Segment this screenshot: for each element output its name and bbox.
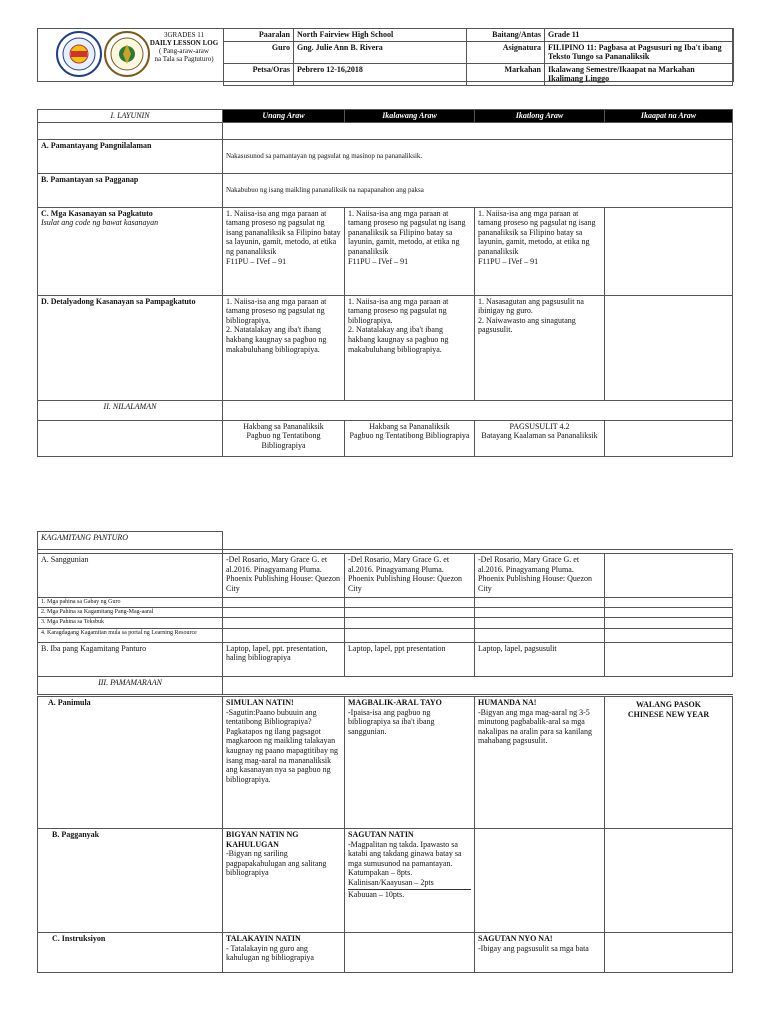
day-cell: 1. Naiisa-isa ang mga paraan at tamang proseso ng pagsulat ng isang pananaliksik sa Filipino batay sa layunin, gamit, metodo, at etika ng pananaliksik F11PU – IVef – 91 [345,207,475,295]
day-header: Ikaapat na Araw [605,110,733,123]
pamamaraan-title-row [38,676,733,694]
sub-item-label: 2. Mga Pahina sa Kagamitang Pang-Mag-aaral [38,608,223,618]
day-header-row [38,110,733,123]
kasanayan-row [38,207,733,295]
sub-item-row [38,618,733,628]
row-label: A. Pamantayang Pangnilalaman [38,139,223,173]
header-value: Grade 11 [545,29,733,42]
spacer-row [38,122,733,139]
activity-head: MAGBALIK-ARAL TAYO [348,698,442,707]
sub-item-row [38,608,733,618]
sub-item-row [38,628,733,642]
sub-item-row [38,598,733,608]
detalyadong-kasanayan-row [38,295,733,400]
kasanayan-sublabel: Isulat ang code ng bawat kasanayan [41,218,159,228]
activity-cell [605,933,733,973]
activity-body: -Ibigay ang pagsusulit sa mga bata [478,943,589,953]
nilalaman-cell [605,420,733,456]
activity-body: -Ipaisa-isa ang pagbuo ng bibliograpiya sa iba't ibang sanggunian. [348,707,435,736]
day-cell: Laptop, lapel, ppt. presentation, haling bibliograpiya [223,642,345,676]
day-cell: 1. Naiisa-isa ang mga paraan at tamang proseso ng pagsulat ng isang pananaliksik sa Filipino batay sa layunin, gamit, metodo, at etika ng pananaliksik F11PU – IVef – 91 [223,207,345,295]
dll-caption [146,31,222,63]
sub-item-label: 1. Mga pahina sa Gabay ng Guro [38,598,223,608]
activity-cell [223,933,345,973]
section-title-pamamaraan: III. PAMAMARAAN [38,676,223,694]
day-cell: -Del Rosario, Mary Grace G. et al.2016. Pinagyamang Pluma. Phoenix Publishing House: Quezon City [475,554,605,598]
day-cell: 1. Nasasagutan ang pagsusulit na ibinigay ng guro. 2. Naiwawasto ang sinagutang pagsusulit. [475,295,605,400]
header-value: Pebrero 12-16,2018 [294,63,467,85]
activity-body: -Bigyan ang mga mag-aaral ng 3-5 minutong pagbabalik-aral sa mga nakalipas na aralin para sa kanilang mahabang pagsusulit. [478,707,592,746]
day-cell: Laptop, lapel, pagsusulit [475,642,605,676]
header-row [224,41,733,63]
activity-cell [475,933,605,973]
activity-cell [223,697,345,829]
caption-line1: 3GRADES 11 [164,31,204,39]
header-label: Paaralan [224,29,294,42]
header-label: Asignatura [467,41,545,63]
kagamitan-title-row [38,532,733,550]
nilalaman-cell: Hakbang sa Pananaliksik Pagbuo ng Tentatibong Bibliograpiya [223,420,345,456]
row-text: Nakasusunod sa pamantayan ng pagsulat ng masinop na pananaliksik. [223,139,733,173]
activity-body: -Magpalitan ng takda. Ipawasto sa katabi ang takdang ginawa batay sa mga sumusunod na pamantayan. Katumpakan – 8pts. Kalinisan/Kaayusan – 2pts [348,840,471,890]
activity-cell [223,829,345,933]
nilalaman-row [38,420,733,456]
activity-head: SAGUTAN NATIN [348,830,414,839]
header-row [224,29,733,42]
activity-head: SIMULAN NATIN! [226,698,294,707]
activity-cell [345,697,475,829]
row-label: D. Detalyadong Kasanayan sa Pampagkatuto [38,295,223,400]
day-cell: 1. Naiisa-isa ang mga paraan at tamang proseso ng pagsulat ng bibliograpiya. 2. Natatalakay ang iba't ibang hakbang kaugnay sa pagbuo ng makabuluhang bibliograpiya. [345,295,475,400]
row-label: C. Instruksiyon [38,933,223,973]
kagamitan-table [37,531,733,695]
header-value: Gng. Julie Ann B. Rivera [294,41,467,63]
day-cell [605,295,733,400]
header-label: Baitang/Antas [467,29,545,42]
sub-item-label: 4. Karagdagang Kagamitan mula sa portal ng Learning Resource [38,628,223,642]
day-cell [605,554,733,598]
caption-line3: ( Pang-araw-araw [159,47,209,56]
row-text: Nakabubuo ng isang maikling pananaliksik na napapanahon ang paksa [223,173,733,207]
activity-cell [345,933,475,973]
day-header: Unang Araw [223,110,345,123]
header-label: Markahan [467,63,545,85]
day-cell: -Del Rosario, Mary Grace G. et al.2016. Pinagyamang Pluma. Phoenix Publishing House: Quezon City [345,554,475,598]
activity-head: HUMANDA NA! [478,698,537,707]
row-label: A. Panimula [38,697,223,829]
day-cell [605,642,733,676]
row-label [38,207,223,295]
kasanayan-label: C. Mga Kasanayan sa Pagkatuto [41,208,153,218]
section-title-nilalaman: II. NILALAMAN [38,400,223,420]
instruksiyon-row [38,933,733,973]
activity-body: -Sagutin:Paano bubuuin ang tentatibong Bibliograpiya? Pagkatapos ng ilang pagsagot magkaroon ng maikling talakayan kaugnay ng paano mapagtitibay ng isang mag-aaral na mananaliksik ang kasanayan nya sa pagbuo ng bibliograpiya. [226,707,338,784]
header-table [223,28,733,86]
deped-seal-logo [56,31,102,77]
nilalaman-cell: Hakbang sa Pananaliksik Pagbuo ng Tentatibong Bibliograpiya [345,420,475,456]
day-cell: Laptop, lapel, ppt presentation [345,642,475,676]
header-row [224,63,733,85]
caption-line4: na Tala sa Pagtuturo) [154,55,214,64]
day-cell: 1. Naiisa-isa ang mga paraan at tamang proseso ng pagsulat ng isang pananaliksik sa Filipino batay sa layunin, gamit, metodo, at etika ng pananaliksik F11PU – IVef – 91 [475,207,605,295]
activity-body: - Tatalakayin ng guro ang kahulugan ng bibliograpiya [226,943,314,963]
activity-cell [605,697,733,829]
pamamaraan-table [37,696,733,973]
sub-item-label: 3. Mga Pahina sa Teksbuk [38,618,223,628]
pagganyak-row [38,829,733,933]
activity-cell [475,829,605,933]
section-title-layunin: I. LAYUNIN [38,110,223,123]
activity-head: BIGYAN NATIN NG KAHULUGAN [226,830,299,849]
activity-cell [345,829,475,933]
panimula-row [38,697,733,829]
activity-cell [605,829,733,933]
pamantayang-pangnilalaman-row [38,139,733,173]
row-label: B. Iba pang Kagamitang Panturo [38,642,223,676]
day-cell: 1. Naiisa-isa ang mga paraan at tamang proseso ng pagsulat ng bibliograpiya. 2. Natatalakay ang iba't ibang hakbang kaugnay sa pagbuo ng makabuluhang bibliograpiya. [223,295,345,400]
iba-pang-kagamitan-row [38,642,733,676]
activity-body: -Bigyan ng sariling pagpapakahulugan ang salitang bibliograpiya [226,849,327,878]
header-label: Petsa/Oras [224,63,294,85]
layunin-table [37,109,733,457]
row-label: A. Sanggunian [38,554,223,598]
day-cell: -Del Rosario, Mary Grace G. et al.2016. Pinagyamang Pluma. Phoenix Publishing House: Quezon City [223,554,345,598]
day-cell [605,207,733,295]
header-value: Ikalawang Semestre/Ikaapat na Markahan Ikalimang Linggo [545,63,733,85]
school-seal-logo [104,31,150,77]
sanggunian-row [38,554,733,598]
holiday-note: WALANG PASOK CHINESE NEW YEAR [627,700,710,719]
caption-line2: DAILY LESSON LOG [149,39,219,48]
row-label: B. Pamantayan sa Pagganap [38,173,223,207]
activity-head: TALAKAYIN NATIN [226,934,301,943]
row-label: B. Pagganyak [38,829,223,933]
day-header: Ikalawang Araw [345,110,475,123]
activity-foot: Kabuuan – 10pts. [348,889,405,899]
pamantayan-pagganap-row [38,173,733,207]
section-title-kagamitan: KAGAMITANG PANTURO [38,532,223,550]
header-label: Guro [224,41,294,63]
activity-cell [475,697,605,829]
header-value: FILIPINO 11: Pagbasa at Pagsusuri ng Iba't ibang Teksto Tungo sa Pananaliksik [545,41,733,63]
activity-head: SAGUTAN NYO NA! [478,934,553,943]
header-value: North Fairview High School [294,29,467,42]
day-header: Ikatlong Araw [475,110,605,123]
nilalaman-title-row [38,400,733,420]
nilalaman-cell: PAGSUSULIT 4.2 Batayang Kaalaman sa Pananaliksik [475,420,605,456]
